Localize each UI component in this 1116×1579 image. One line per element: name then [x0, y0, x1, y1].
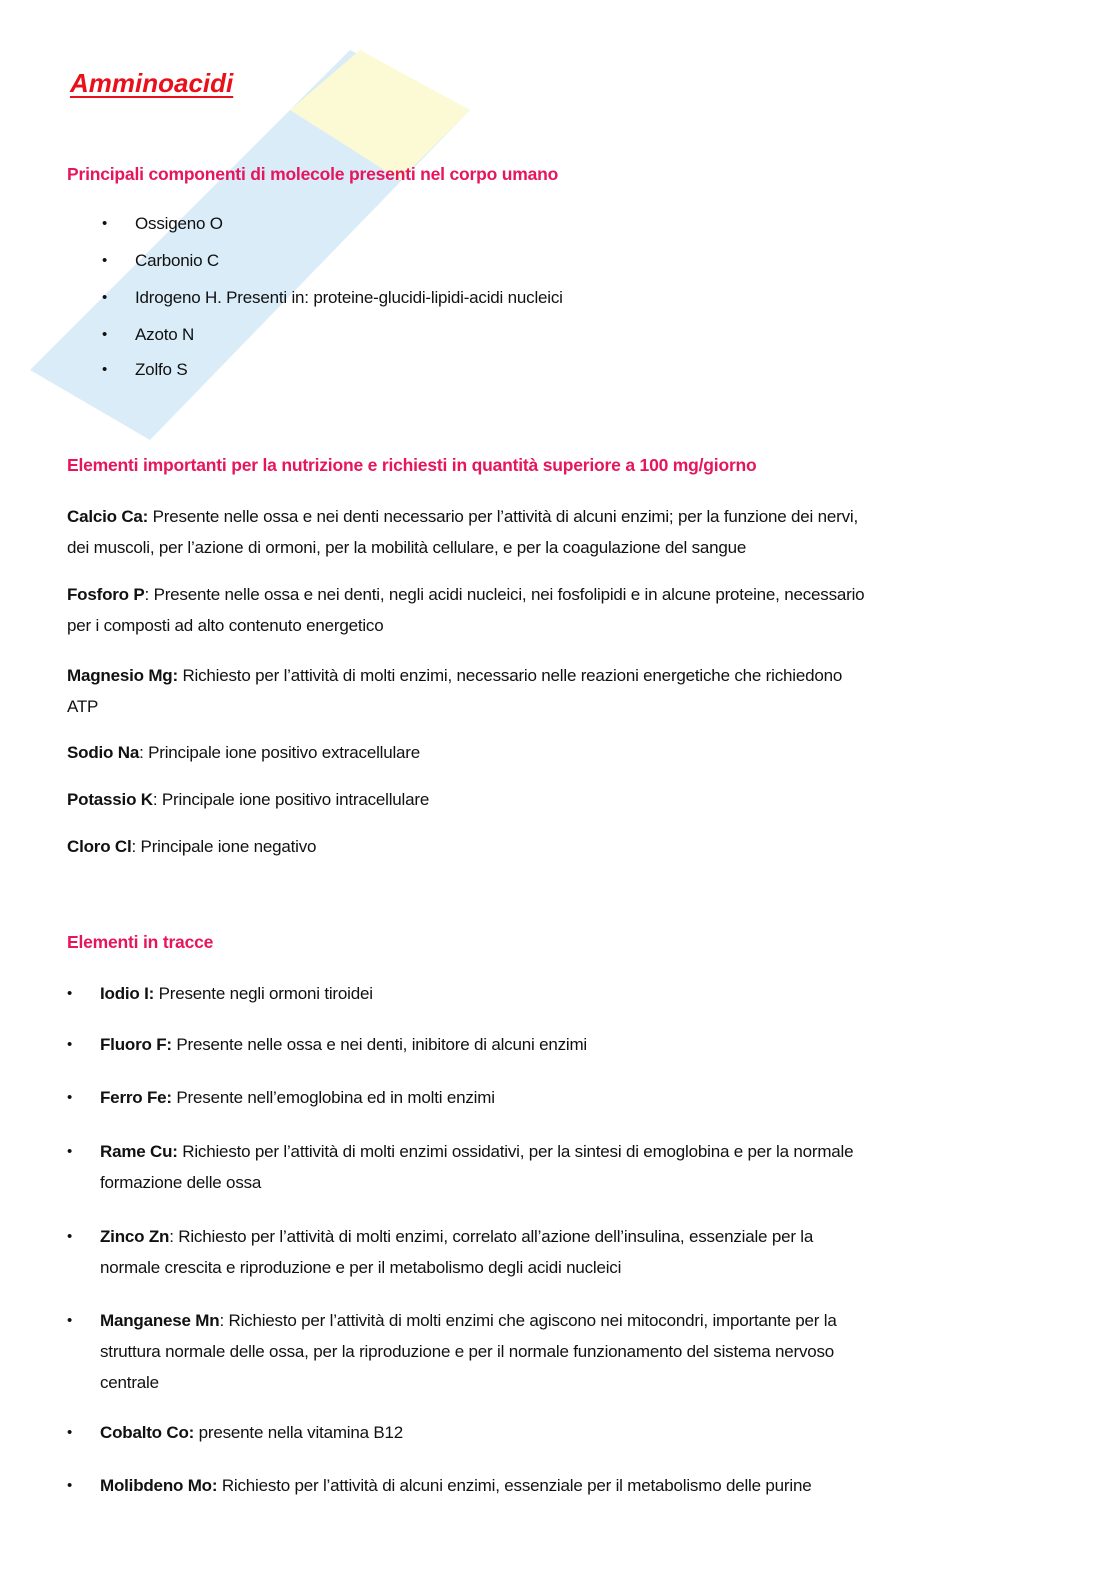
- element-description: centrale: [100, 1373, 159, 1392]
- paragraph-line: [100, 1367, 159, 1398]
- element-label: Iodio I:: [100, 984, 155, 1003]
- element-description: : Presente nelle ossa e nei denti, negli acidi nucleici, nei fosfolipidi e in alcune proteine, necessario: [144, 585, 865, 604]
- bullet-icon: •: [102, 289, 108, 306]
- list-item: Idrogeno H. Presenti in: proteine-glucidi-lipidi-acidi nucleici: [135, 288, 563, 307]
- bullet-icon: •: [67, 1143, 73, 1160]
- paragraph-line: [67, 532, 746, 563]
- paragraph-line: [100, 1136, 853, 1167]
- paragraph-line: [100, 1167, 261, 1198]
- paragraph-line: [100, 1252, 621, 1283]
- element-label: Molibdeno Mo:: [100, 1476, 218, 1495]
- element-description: normale crescita e riproduzione e per il metabolismo degli acidi nucleici: [100, 1258, 622, 1277]
- paragraph-line: [67, 579, 864, 610]
- bullet-icon: •: [102, 326, 108, 343]
- element-description: Presente nelle ossa e nei denti, inibitore di alcuni enzimi: [171, 1035, 587, 1054]
- paragraph-line: [67, 737, 420, 768]
- paragraph-line: [67, 691, 98, 722]
- list-item: Azoto N: [135, 325, 195, 344]
- paragraph-line: [100, 978, 373, 1009]
- element-description: Presente nelle ossa e nei denti necessario per l’attività di alcuni enzimi; per la funzione dei nervi,: [148, 507, 859, 526]
- section-heading-trace: Elementi in tracce: [67, 932, 214, 952]
- element-description: ATP: [67, 697, 99, 716]
- element-description: Presente negli ormoni tiroidei: [154, 984, 373, 1003]
- element-label: Rame Cu:: [100, 1142, 178, 1161]
- element-label: Potassio K: [67, 790, 153, 809]
- element-label: Magnesio Mg:: [67, 666, 178, 685]
- section-heading-components: Principali componenti di molecole presenti nel corpo umano: [67, 164, 559, 184]
- element-description: Presente nell’emoglobina ed in molti enzimi: [171, 1088, 495, 1107]
- bullet-icon: •: [102, 252, 108, 269]
- element-description: : Principale ione positivo extracellulare: [139, 743, 421, 762]
- element-description: formazione delle ossa: [100, 1173, 262, 1192]
- element-description: per i composti ad alto contenuto energetico: [67, 616, 384, 635]
- element-label: Ferro Fe:: [100, 1088, 172, 1107]
- element-label: Cobalto Co:: [100, 1423, 195, 1442]
- element-label: Fosforo P: [67, 585, 145, 604]
- bullet-icon: •: [67, 1089, 73, 1106]
- element-description: struttura normale delle ossa, per la riproduzione e per il normale funzionamento del sistema nervoso: [100, 1342, 835, 1361]
- element-label: Manganese Mn: [100, 1311, 220, 1330]
- page-title: Amminoacidi: [70, 68, 234, 98]
- paragraph-line: [100, 1417, 403, 1448]
- list-item: Ossigeno O: [135, 214, 223, 233]
- bullet-icon: •: [67, 1036, 73, 1053]
- paragraph-line: [100, 1082, 495, 1113]
- element-description: : Richiesto per l’attività di molti enzimi, correlato all’azione dell’insulina, essenziale per la: [169, 1227, 814, 1246]
- element-description: : Principale ione positivo intracellulare: [152, 790, 430, 809]
- element-description: presente nella vitamina B12: [194, 1423, 404, 1442]
- paragraph-line: [67, 501, 858, 532]
- element-description: Richiesto per l’attività di molti enzimi, necessario nelle reazioni energetiche che richiedono: [177, 666, 843, 685]
- paragraph-line: [67, 610, 384, 641]
- paragraph-line: [100, 1221, 813, 1252]
- list-item: Carbonio C: [135, 251, 219, 270]
- element-description: dei muscoli, per l’azione di ormoni, per la mobilità cellulare, e per la coagulazione del sangue: [67, 538, 747, 557]
- paragraph-line: [100, 1029, 587, 1060]
- bullet-icon: •: [67, 985, 73, 1002]
- element-description: Richiesto per l’attività di molti enzimi ossidativi, per la sintesi di emoglobina e per la normale: [177, 1142, 854, 1161]
- bullet-icon: •: [67, 1228, 73, 1245]
- element-description: : Principale ione negativo: [131, 837, 317, 856]
- element-label: Zinco Zn: [100, 1227, 170, 1246]
- bullet-icon: •: [102, 215, 108, 232]
- element-label: Sodio Na: [67, 743, 140, 762]
- element-label: Calcio Ca:: [67, 507, 149, 526]
- list-item: Zolfo S: [135, 360, 188, 379]
- bullet-icon: •: [67, 1312, 73, 1329]
- paragraph-line: [67, 831, 316, 862]
- bullet-icon: •: [67, 1424, 73, 1441]
- paragraph-line: [100, 1336, 834, 1367]
- bullet-icon: •: [102, 361, 108, 378]
- element-label: Fluoro F:: [100, 1035, 172, 1054]
- bullet-icon: •: [67, 1477, 73, 1494]
- element-label: Cloro Cl: [67, 837, 132, 856]
- element-description: : Richiesto per l’attività di molti enzimi che agiscono nei mitocondri, importante per la: [219, 1311, 837, 1330]
- paragraph-line: [100, 1305, 837, 1336]
- paragraph-line: [67, 784, 429, 815]
- paragraph-line: [67, 660, 842, 691]
- paragraph-line: [100, 1470, 811, 1501]
- element-description: Richiesto per l’attività di alcuni enzimi, essenziale per il metabolismo delle purine: [217, 1476, 812, 1495]
- section-heading-nutrition: Elementi importanti per la nutrizione e richiesti in quantità superiore a 100 mg/giorno: [67, 455, 757, 475]
- watermark-logo: [20, 40, 480, 460]
